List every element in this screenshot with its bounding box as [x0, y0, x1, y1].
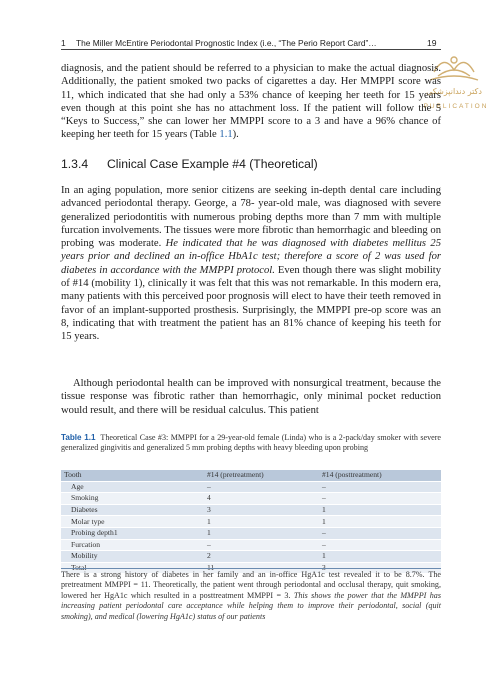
table-row: [61, 527, 441, 539]
section-number: 1.3.4: [61, 157, 89, 171]
row-factor: Probing depth1: [61, 527, 204, 539]
column-header-pretreatment: #14 (pretreatment): [204, 470, 319, 481]
chapter-number: 1: [61, 38, 66, 48]
chapter-title: The Miller McEntire Periodontal Prognostic Index (i.e., “The Perio Report Card”…: [76, 38, 377, 48]
row-pretreatment-value: 11: [204, 562, 319, 574]
body-paragraph-2: [61, 184, 441, 344]
table-reference-link[interactable]: 1.1: [219, 129, 233, 141]
row-factor: Smoking: [61, 493, 204, 505]
row-pretreatment-value: 4: [204, 493, 319, 505]
table-caption: [61, 433, 441, 454]
table-caption-text: Theoretical Case #3: MMPPI for a 29-year-old female (Linda) who is a 2-pack/day smoker with severe generalized gingivitis and generalized 5 mm probing depths with heavy bleeding upon probing: [61, 433, 442, 453]
table-row: [61, 493, 441, 505]
row-posttreatment-value: 1: [319, 551, 441, 563]
table-header-row: [61, 470, 441, 481]
table-bottom-rule: [61, 568, 441, 569]
row-pretreatment-value: 3: [204, 504, 319, 516]
body-paragraph-1: [61, 62, 441, 142]
table-row: [61, 539, 441, 551]
row-factor: Molar type: [61, 516, 204, 528]
row-pretreatment-value: 2: [204, 551, 319, 563]
table-footnote: [61, 570, 441, 622]
para1-text-b: ).: [232, 129, 239, 141]
para2-italic-text: He indicated that he was diagnosed with diabetes mellitus 25 years prior and declined an in-office HbA1c test; therefore a score of 2 was used for diabetes in accordance with the MMPPI protocol.: [61, 238, 441, 276]
mmppi-table: [61, 470, 441, 574]
section-heading: [61, 157, 441, 171]
row-pretreatment-value: 1: [204, 516, 319, 528]
footnote-italic-text: This shows the power that the MMPPI has increasing patient periodontal care acceptance while helping them to improve their periodontal, social (quit smoking), and medical (lowering HgA1c) status of our patients: [61, 590, 441, 621]
row-factor: Total: [61, 562, 204, 574]
row-posttreatment-value: –: [319, 481, 441, 493]
page-number: 19: [427, 38, 437, 48]
header-rule: [61, 49, 441, 50]
row-posttreatment-value: –: [319, 493, 441, 505]
row-posttreatment-value: 1: [319, 516, 441, 528]
row-posttreatment-value: –: [319, 539, 441, 551]
column-header-posttreatment: #14 (posttreatment): [319, 470, 441, 481]
row-factor: Mobility: [61, 551, 204, 563]
row-posttreatment-value: 3: [319, 562, 441, 574]
para2-text-a: In an aging population, more senior citizens are seeking in-depth dental care including advanced periodontal therapy. George, a 78- year-old male, was diagnosed with severe generalized periodontitis with numerous probing depths more than 7 mm with multiple furcation involvements. The tissues were more fibrotic than hemorrhagic and bleeding on probing was moderate.: [61, 185, 441, 250]
para2-text-b: Even though there was slight mobility of #14 (mobility 1), clinically it was felt that this was not remarkable. In this modern era, many patients with this perceived poor prognosis will elect to have their teeth removed in favor of an implant-supported prosthesis. Surprisingly, the MMPPI pre-op score was an 8, indicating that with treatment the patient has an 81% chance of keeping his teeth for 15 years.: [61, 264, 442, 343]
row-posttreatment-value: 1: [319, 504, 441, 516]
watermark-publication-text: PUBLICATION: [423, 103, 489, 110]
table-row: [61, 516, 441, 528]
para1-text-a: diagnosis, and the patient should be referred to a physician to make the actual diagnosis. Additionally, the patient smoked two packs of cigarettes a day. Her MMPPI score was 11, which indicated that she had only a 53% chance of keeping her teeth for 15 years even though at this point she has no attachment loss. If the patient will follow the 5 “Keys to Success,” she can lower her MMPPI score to a 3 and have a 96% chance of keeping her teeth for 15 years (Table: [61, 63, 441, 141]
row-factor: Age: [61, 481, 204, 493]
table-row: [61, 551, 441, 563]
footnote-text: There is a strong history of diabetes in her family and an in-office HgA1c test revealed it to be 8.7%. The pretreatment MMPPI = 11. Theoretically, the patient went through periodontal and occlusal therapy, quit smoking, lowered her HgA1c which resulted in a posttreatment MMPPI = 3.: [61, 570, 441, 600]
column-header-tooth: Tooth: [61, 470, 204, 481]
watermark-arabic-text: دکتر دندانپزشکی: [426, 87, 482, 96]
row-factor: Diabetes: [61, 504, 204, 516]
body-paragraph-3: Although periodontal health can be improved with nonsurgical treatment, because the tissue response was fibrotic rather than hemorrhagic, only minimal pocket reduction would result, and there will be residual calculus. This patient: [61, 378, 441, 416]
table-row: [61, 504, 441, 516]
row-pretreatment-value: –: [204, 481, 319, 493]
row-posttreatment-value: –: [319, 527, 441, 539]
row-pretreatment-value: 1: [204, 527, 319, 539]
table-row: [61, 481, 441, 493]
row-factor: Furcation: [61, 539, 204, 551]
table-label: Table 1.1: [61, 433, 96, 442]
row-pretreatment-value: –: [204, 539, 319, 551]
section-title: Clinical Case Example #4 (Theoretical): [107, 157, 318, 171]
